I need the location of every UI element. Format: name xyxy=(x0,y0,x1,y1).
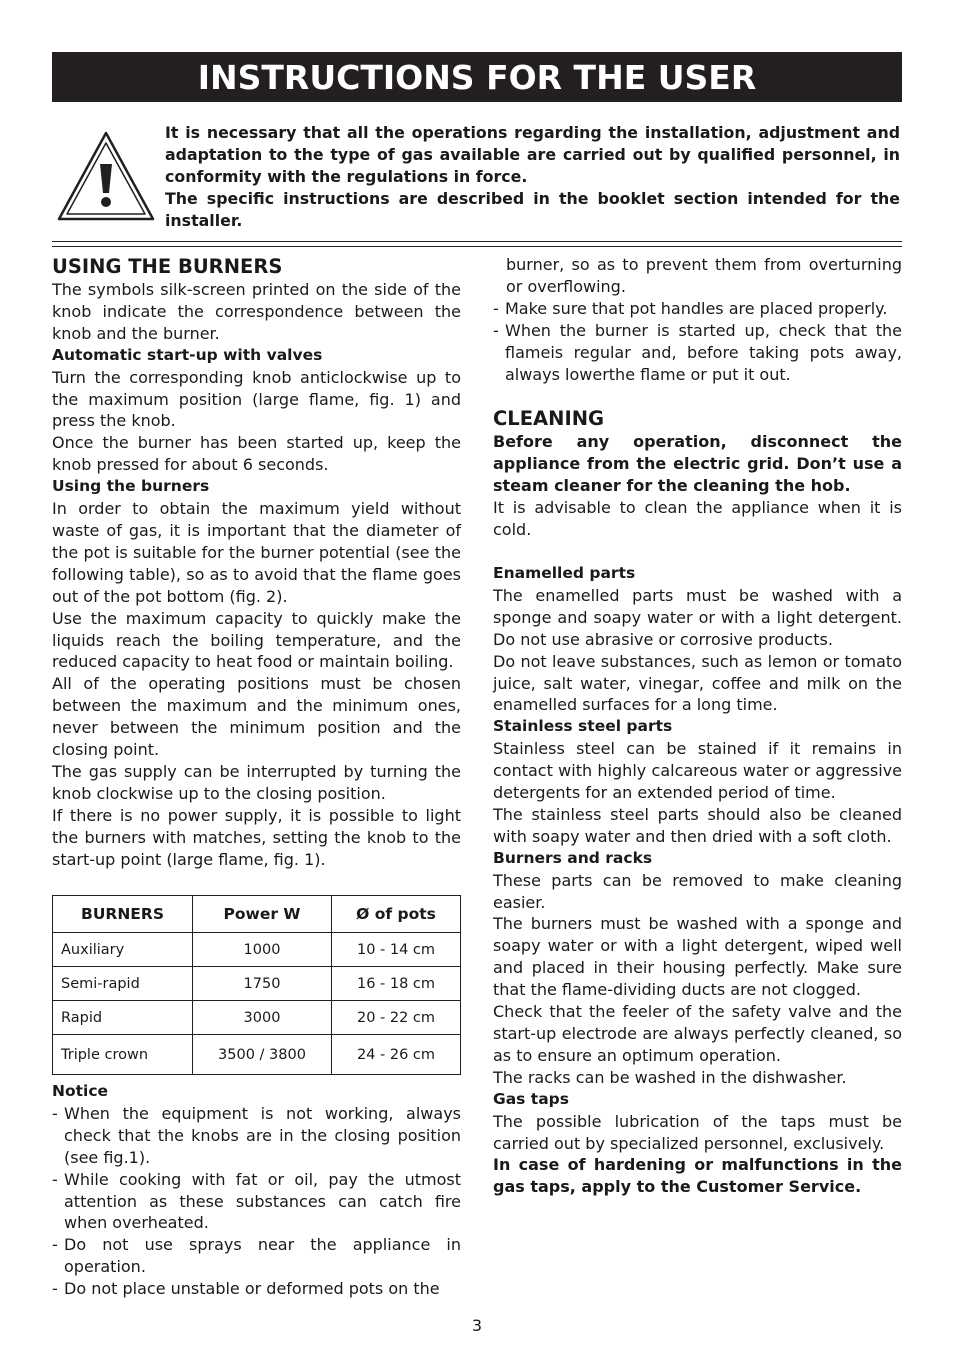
section-heading-using-burners: USING THE BURNERS xyxy=(52,255,283,278)
section-heading-cleaning: CLEANING xyxy=(493,407,605,431)
subheading-notice: Notice xyxy=(52,1082,109,1100)
list-item-text: Make sure that pot handles are placed properly. xyxy=(505,298,888,318)
column-header: BURNERS xyxy=(53,896,193,933)
subheading: Stainless steel parts xyxy=(493,717,673,736)
table-cell: Semi-rapid xyxy=(53,967,193,1001)
paragraph: The symbols silk-screen printed on the side of the knob indicate the correspondence between the knob and the burner. xyxy=(52,280,461,343)
list-item xyxy=(493,320,902,386)
subheading: Automatic start-up with valves xyxy=(52,345,323,364)
table-cell: Rapid xyxy=(53,1001,193,1035)
table-cell: 24 - 26 cm xyxy=(332,1035,461,1075)
subheading: Using the burners xyxy=(52,477,210,496)
paragraph: Turn the corresponding knob anticlockwise up to the maximum position (large flame, fig. 1) and press the knob. xyxy=(52,367,461,431)
cleaning-warning: Before any operation, disconnect the appliance from the electric grid. Don’t use a steam cleaner for the cleaning the hob. xyxy=(493,432,902,496)
table-cell: 3000 xyxy=(193,1001,332,1035)
left-column xyxy=(52,255,461,870)
list-item xyxy=(52,1169,461,1235)
warning-paragraph: The specific instructions are described in the booklet section intended for the installer. xyxy=(165,189,900,230)
list-item-continued: burner, so as to prevent them from overturning or overflowing. xyxy=(506,255,902,296)
subheading: Burners and racks xyxy=(493,848,653,867)
table-cell: Auxiliary xyxy=(53,933,193,967)
table-cell: 16 - 18 cm xyxy=(332,967,461,1001)
list-item xyxy=(52,1103,461,1169)
column-header: Ø of pots xyxy=(332,896,461,933)
paragraph: These parts can be removed to make cleaning easier. xyxy=(493,870,902,912)
paragraph: It is advisable to clean the appliance when it is cold. xyxy=(493,498,902,540)
paragraph: Once the burner has been started up, keep the knob pressed for about 6 seconds. xyxy=(52,433,461,475)
paragraph: All of the operating positions must be chosen between the maximum and the minimum ones, never between the minimum position and the closing point. xyxy=(52,674,461,760)
table-cell: 1000 xyxy=(193,933,332,967)
paragraph: Check that the feeler of the safety valve and the start-up electrode are always perfectly cleaned, so as to ensure an optimum operation. xyxy=(493,1002,902,1065)
table-row xyxy=(53,933,461,967)
table-cell: Triple crown xyxy=(53,1035,193,1075)
bullet-dash: - xyxy=(493,298,499,318)
paragraph: The enamelled parts must be washed with a sponge and soapy water or with a light detergent. Do not use abrasive or corrosive products. xyxy=(493,585,902,649)
paragraph: If there is no power supply, it is possible to light the burners with matches, setting the knob to the start-up point (large flame, fig. 1). xyxy=(52,805,461,869)
burners-table xyxy=(52,895,461,1075)
right-column xyxy=(493,254,902,1198)
table-row xyxy=(53,1001,461,1035)
list-item-text: When the equipment is not working, always check that the knobs are in the closing position (see fig.1). xyxy=(64,1103,461,1167)
list-item-text: When the burner is started up, check that the flameis regular and, before taking pots away, always lowerthe flame or put it out. xyxy=(505,320,902,384)
notice-section xyxy=(52,1081,461,1300)
divider xyxy=(52,241,902,242)
divider xyxy=(52,246,902,247)
page-number: 3 xyxy=(471,1316,483,1335)
subheading: Enamelled parts xyxy=(493,563,636,582)
list-item-text: Do not place unstable or deformed pots on the xyxy=(64,1279,440,1299)
bullet-dash: - xyxy=(52,1235,58,1255)
table-row xyxy=(53,1035,461,1075)
table-cell: 10 - 14 cm xyxy=(332,933,461,967)
paragraph: The racks can be washed in the dishwasher. xyxy=(493,1067,847,1087)
list-item xyxy=(52,1234,461,1278)
subheading: Gas taps xyxy=(493,1089,569,1108)
paragraph: The possible lubrication of the taps must be carried out by specialized personnel, exclusively. xyxy=(493,1111,902,1153)
list-item-text: While cooking with fat or oil, pay the utmost attention as these substances can catch fire when overheated. xyxy=(64,1169,461,1233)
bullet-dash: - xyxy=(52,1169,58,1189)
paragraph-bold: In case of hardening or malfunctions in the gas taps, apply to the Customer Service. xyxy=(493,1155,902,1197)
bullet-dash: - xyxy=(52,1279,58,1299)
bullet-dash: - xyxy=(493,320,499,340)
list-item xyxy=(52,1278,461,1300)
paragraph: The burners must be washed with a sponge and soapy water or with a light detergent, wiped well and placed in their housing perfectly. Make sure that the flame-dividing ducts are not clogged. xyxy=(493,914,902,1000)
table-row xyxy=(53,967,461,1001)
table-cell: 20 - 22 cm xyxy=(332,1001,461,1035)
table-header-row xyxy=(53,896,461,933)
paragraph: Use the maximum capacity to quickly make the liquids reach the boiling temperature, and the reduced capacity to heat food or maintain boiling. xyxy=(52,608,461,672)
paragraph: The stainless steel parts should also be cleaned with soapy water and then dried with a soft cloth. xyxy=(493,804,902,846)
paragraph: Stainless steel can be stained if it remains in contact with highly calcareous water or aggressive detergents for an extended period of time. xyxy=(493,739,902,803)
paragraph: In order to obtain the maximum yield without waste of gas, it is important that the diameter of the pot is suitable for the burner potential (see the following table), so as to avoid that the flame goes out of the pot bottom (fig. 2). xyxy=(52,499,461,606)
list-item xyxy=(493,298,902,320)
paragraph: The gas supply can be interrupted by turning the knob clockwise up to the closing position. xyxy=(52,761,461,803)
list-item-text: Do not use sprays near the appliance in operation. xyxy=(64,1235,461,1277)
column-header: Power W xyxy=(193,896,332,933)
warning-triangle-icon xyxy=(56,130,156,222)
table-cell: 3500 / 3800 xyxy=(193,1035,332,1075)
paragraph: Do not leave substances, such as lemon or tomato juice, salt water, vinegar, coffee and milk on the enamelled surfaces for a long time. xyxy=(493,651,902,715)
table-cell: 1750 xyxy=(193,967,332,1001)
warning-paragraph: It is necessary that all the operations regarding the installation, adjustment and adaptation to the type of gas available are carried out by qualified personnel, in conformity with the regulations in force. xyxy=(165,123,900,186)
page-title: INSTRUCTIONS FOR THE USER xyxy=(52,52,902,102)
bullet-dash: - xyxy=(52,1103,58,1123)
warning-notice xyxy=(165,122,900,232)
